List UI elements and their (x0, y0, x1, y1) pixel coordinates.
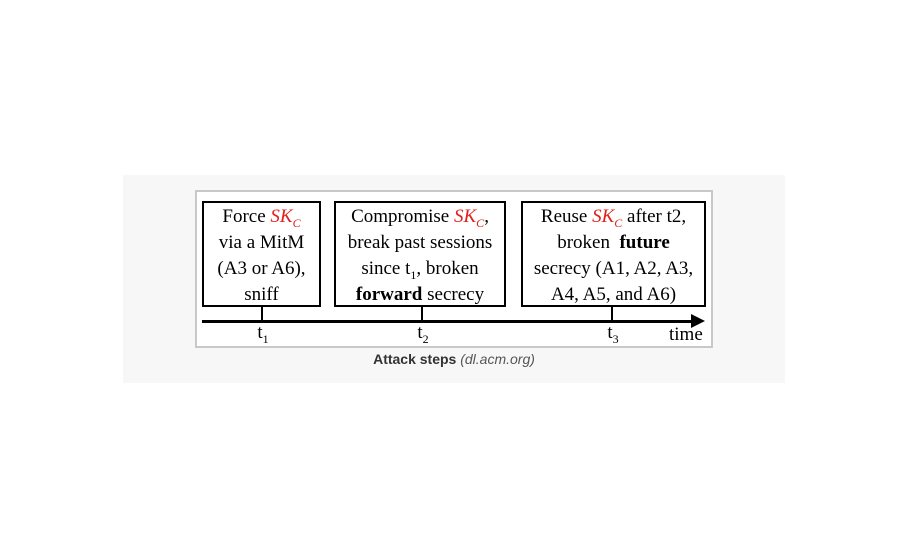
caption-source: (dl.acm.org) (460, 351, 535, 367)
step1-line2: via a MitM (218, 232, 305, 253)
step-box-reuse: Reuse $SK_C$ after t2, broken future secrecy (A1, A2, A3, A4, A5, and A6) (521, 201, 706, 307)
tick-t1 (261, 307, 263, 321)
sk-c-label: $SK_C$ (453, 206, 485, 230)
step-box-force (202, 201, 321, 307)
step1-line4: sniff (244, 284, 279, 305)
step1-text: Force (222, 206, 271, 227)
attack-steps-diagram (195, 190, 713, 348)
step-box-compromise: Compromise $SK_C$, break past sessions since $t_1$, broken forward secrecy (334, 201, 506, 307)
step3-line4: A4, A5, and A6) (550, 284, 677, 305)
tick-label-t3: $t_3$ (607, 322, 619, 346)
step3-line3: secrecy (A1, A2, A3, (533, 258, 694, 279)
step3-text: Reuse (540, 206, 593, 227)
sk-c-label: $SK_C$ (592, 206, 623, 230)
step2-line3: since $t_1$, broken (361, 258, 479, 282)
axis-label-time: time (669, 324, 703, 345)
tick-label-t1: $t_1$ (257, 322, 269, 346)
tick-t2 (421, 307, 423, 321)
step2-line2: break past sessions (347, 232, 493, 253)
step3-line2: broken future (557, 232, 670, 253)
step2-line4: forward secrecy (355, 284, 485, 305)
figure-caption (123, 351, 785, 367)
step1-line3: (A3 or A6), (217, 258, 306, 279)
caption-title: Attack steps (373, 351, 457, 367)
tick-label-t2: $t_2$ (417, 322, 429, 346)
sk-c-label: $SK_C$ (270, 206, 301, 230)
tick-t3 (611, 307, 613, 321)
step2-text: Compromise (351, 206, 454, 227)
